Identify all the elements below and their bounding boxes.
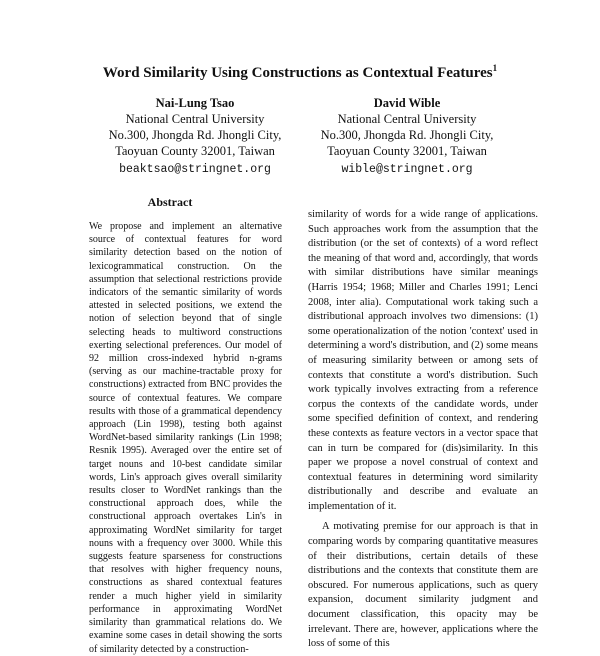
abstract-heading: Abstract	[147, 195, 193, 209]
body-paragraph: similarity of words for a wide range of applications. Such approaches work from the assumption that the distribution (or the set of contexts) of a word reflect the meaning of that word and, accordingly, that words with similar distributions have similar meanings (Harris 1954; 1968; Miller and Charles 1991; Lenci 2008, inter alia). Computational work taking such a distributional approach involves two dimensions: (1) some operationalization of the notion 'context' used in determining a word's distribution, and (2) some means of measuring similarity between or among sets of contexts that constitute a word's distribution. Such work typically involves extracting from a reference corpus the contexts of the candidate words, under some specified definition of context, and rendering these contexts as feature vectors in a vector space that can in turn be compared for (dis)similarity. In this paper we propose a novel construal of context and contextual features in determining word similarity distributionally and describe and evaluate an implementation of it.	[308, 209, 538, 512]
author-address-line1: No.300, Jhongda Rd. Jhongli City,	[320, 128, 494, 142]
author-affiliation: National Central University	[337, 112, 477, 126]
author-address-line2: Taoyuan County 32001, Taiwan	[115, 144, 275, 158]
author-name: Nai-Lung Tsao	[155, 96, 235, 110]
author-name: David Wible	[373, 96, 441, 110]
author-email: beaktsao@stringnet.org	[119, 163, 271, 176]
paper-title-text: Word Similarity Using Constructions as Contextual Features	[102, 65, 493, 81]
author-address-line1: No.300, Jhongda Rd. Jhongli City,	[108, 128, 282, 142]
body-paragraph: A motivating premise for our approach is that in comparing words by comparing quantitative measures of their distributions, certain details of these distributions and the contexts that constitute them are obscured. For numerous applications, such as query expansion, document similarity judgment and document classification, this opacity may be irrelevant. There are, however, applications where the loss of some of this	[308, 521, 538, 650]
paper-title	[0, 64, 600, 82]
title-footnote-marker: 1	[492, 63, 498, 73]
author-block-wible	[282, 95, 532, 178]
abstract-text: We propose and implement an alternative source of contextual features for word similarity detection based on the notion of lexicogrammatical construction. On the assumption that selectional restrictions provide indicators of the semantic similarity of words attested in selected positions, we extend the notion of selection beyond that of single selecting heads to multiword constructions exerting selectional preferences. Our model of 92 million cross-indexed hybrid n-grams (serving as our machine-tractable proxy for constructions) extracted from BNC provides the source of contextual features. We compare results with those of a grammatical dependency approach (Lin 1998), testing both against WordNet-based similarity rankings (Lin 1998; Resnik 1995). Averaged over the entire set of target nouns and 10-best candidate similar words, Lin's approach gives overall similarity results closer to WordNet rankings than the constructional approach does, while the constructional approach overtakes Lin's in approximating WordNet similarity for target nouns with a frequency over 3000. While this suggests feature sparseness for constructions that resolves with higher frequency nouns, constructions as shared contextual features render a much higher yield in similarity performance in approximating WordNet similarity than grammatical relations do. We examine some cases in detail showing the sorts of similarity detected by a construction-	[89, 221, 282, 655]
author-address-line2: Taoyuan County 32001, Taiwan	[327, 144, 487, 158]
author-email: wible@stringnet.org	[341, 163, 473, 176]
author-affiliation: National Central University	[125, 112, 265, 126]
body-column	[308, 208, 538, 652]
